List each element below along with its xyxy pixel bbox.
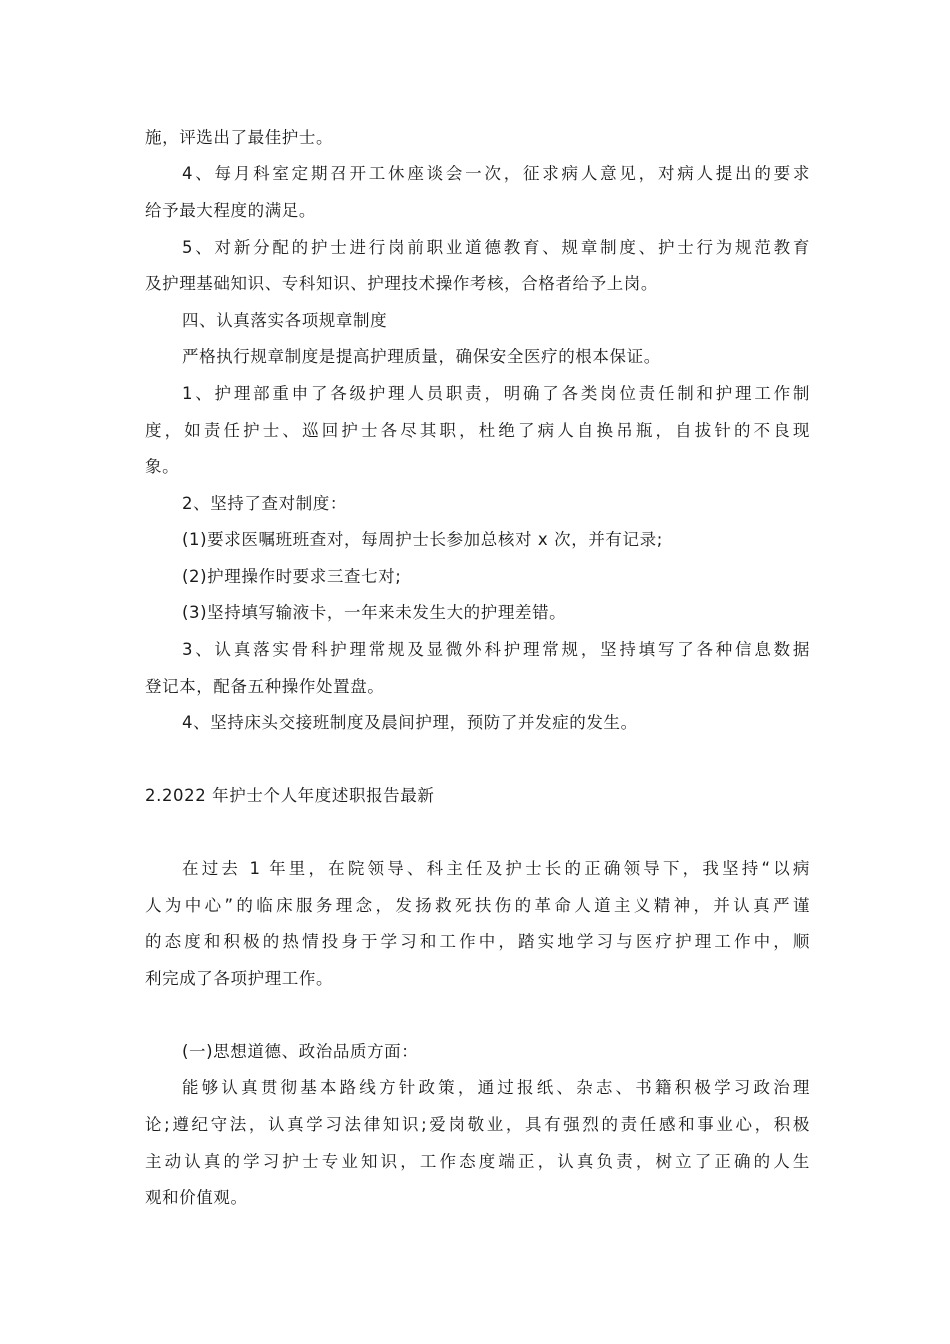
paragraph-line: 度，如责任护士、巡回护士各尽其职，杜绝了病人自换吊瓶，自拔针的不良现 xyxy=(145,421,810,440)
paragraph-line: (2)护理操作时要求三查七对; xyxy=(182,567,402,586)
paragraph-line: 1、护理部重申了各级护理人员职责，明确了各类岗位责任制和护理工作制 xyxy=(182,384,810,403)
paragraph-line: 施，评选出了最佳护士。 xyxy=(145,128,334,147)
paragraph-line: (1)要求医嘱班班查对，每周护士长参加总核对 x 次，并有记录; xyxy=(182,530,663,549)
paragraph-line: 登记本，配备五种操作处置盘。 xyxy=(145,677,385,696)
paragraph-line: 利完成了各项护理工作。 xyxy=(145,969,334,988)
section-heading: 四、认真落实各项规章制度 xyxy=(182,311,388,330)
paragraph-line: 严格执行规章制度是提高护理质量，确保安全医疗的根本保证。 xyxy=(182,347,661,366)
paragraph-line: 能够认真贯彻基本路线方针政策，通过报纸、杂志、书籍积极学习政治理 xyxy=(182,1078,810,1097)
paragraph-line: 在过去 1 年里，在院领导、科主任及护士长的正确领导下，我坚持“以病 xyxy=(182,859,810,878)
paragraph-line: 论;遵纪守法，认真学习法律知识;爱岗敬业，具有强烈的责任感和事业心，积极 xyxy=(145,1115,810,1134)
paragraph-line: 及护理基础知识、专科知识、护理技术操作考核，合格者给予上岗。 xyxy=(145,274,658,293)
paragraph-line: 4、坚持床头交接班制度及晨间护理，预防了并发症的发生。 xyxy=(182,713,638,732)
paragraph-line: 4、每月科室定期召开工休座谈会一次，征求病人意见，对病人提出的要求 xyxy=(182,164,810,183)
paragraph-line: 5、对新分配的护士进行岗前职业道德教育、规章制度、护士行为规范教育 xyxy=(182,238,810,257)
paragraph-line: 人为中心”的临床服务理念，发扬救死扶伤的革命人道主义精神，并认真严谨 xyxy=(145,896,810,915)
paragraph-line: 主动认真的学习护士专业知识，工作态度端正，认真负责，树立了正确的人生 xyxy=(145,1152,810,1171)
section-title: 2.2022 年护士个人年度述职报告最新 xyxy=(145,786,435,805)
paragraph-line: 观和价值观。 xyxy=(145,1188,248,1207)
paragraph-line: 给予最大程度的满足。 xyxy=(145,201,316,220)
paragraph-line: 3、认真落实骨科护理常规及显微外科护理常规，坚持填写了各种信息数据 xyxy=(182,640,810,659)
paragraph-line: (3)坚持填写输液卡，一年来未发生大的护理差错。 xyxy=(182,603,567,622)
paragraph-line: 2、坚持了查对制度： xyxy=(182,494,347,513)
paragraph-line: 的态度和积极的热情投身于学习和工作中，踏实地学习与医疗护理工作中，顺 xyxy=(145,932,810,951)
paragraph-line: 象。 xyxy=(145,457,180,476)
section-heading: (一)思想道德、政治品质方面： xyxy=(182,1042,419,1061)
